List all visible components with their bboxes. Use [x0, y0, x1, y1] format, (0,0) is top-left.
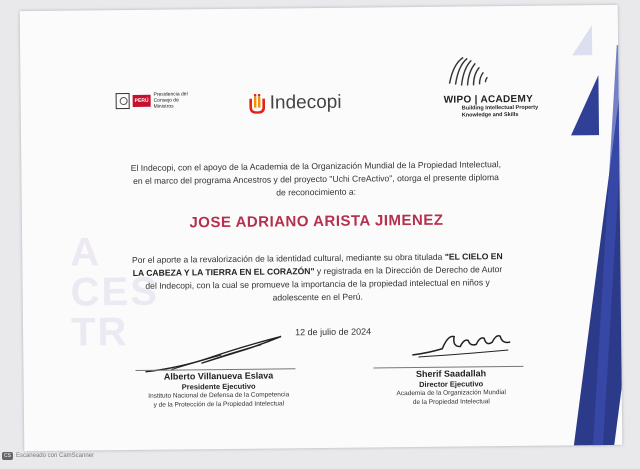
decorative-triangle [570, 75, 599, 135]
intro-line: en el marco del programa Ancestros y del proyecto "Uchi CreActivo", otorga el presente diploma [133, 172, 499, 186]
signatory-role: Director Ejecutivo [419, 379, 484, 389]
body-text-part: del Indecopi, con la cual se promueve la importancia de la propiedad intelectual en niños y [145, 277, 490, 291]
signatory-org: y de la Protección de la Propiedad Intelectual [153, 400, 285, 409]
watermark-line: A [70, 230, 102, 275]
body-text-part: y registrada en la Dirección de Derecho de Autor [314, 264, 503, 277]
watermark-line: CES [70, 269, 160, 315]
body-text-part: adolescente en el Perú. [272, 291, 363, 303]
intro-paragraph [93, 158, 538, 202]
indecopi-icon [249, 94, 266, 114]
work-title-part: "EL CIELO EN [444, 251, 503, 262]
certificate-page [20, 5, 623, 451]
peru-pcm-logo [116, 91, 200, 110]
left-signatory [123, 370, 313, 410]
recipient-name: JOSE ADRIANO ARISTA JIMENEZ [189, 211, 444, 232]
peru-label: PERÚ [133, 95, 151, 107]
issue-date: 12 de julio de 2024 [295, 326, 372, 338]
signatory-name: Alberto Villanueva Eslava [163, 370, 274, 382]
wipo-globe-icon [445, 53, 491, 87]
signatory-name: Sherif Saadallah [415, 368, 487, 380]
signatory-org: Academia de la Organización Mundial [396, 389, 507, 398]
intro-line: de reconocimiento a: [276, 186, 357, 198]
wipo-academy-title: WIPO | ACADEMY [443, 93, 534, 106]
pcm-text: Presidencia del Consejo de Ministros [153, 91, 188, 110]
right-signatory [358, 368, 543, 408]
scanner-footer [2, 452, 94, 460]
indecopi-logo [249, 92, 342, 115]
recognition-paragraph [102, 250, 533, 307]
right-signature-image [408, 328, 518, 361]
wipo-academy-logo [443, 53, 538, 120]
signatory-role: Presidente Ejecutivo [181, 381, 256, 392]
work-title-part: LA CABEZA Y LA TIERRA EN EL CORAZÓN" [132, 266, 315, 278]
wipo-subtitle-line: Knowledge and Skills [461, 111, 519, 119]
signatory-org: de la Propiedad Intelectual [412, 398, 490, 407]
coat-of-arms-icon [116, 93, 130, 109]
signatory-org: Instituto Nacional de Defensa de la Competencia [148, 391, 290, 400]
camscanner-icon: CS [4, 453, 11, 459]
indecopi-wordmark: Indecopi [269, 91, 342, 114]
scanner-text: Escaneado con CamScanner [15, 453, 94, 459]
decorative-triangle-light [572, 25, 592, 55]
watermark-line: TR [70, 310, 129, 355]
body-text-part: Por el aporte a la revalorización de la identidad cultural, mediante su obra titulada [131, 251, 445, 265]
intro-line: El Indecopi, con el apoyo de la Academia de la Organización Mundial de la Propiedad Intelectual, [130, 159, 502, 173]
wipo-subtitle-line: Building Intellectual Property [461, 104, 539, 112]
